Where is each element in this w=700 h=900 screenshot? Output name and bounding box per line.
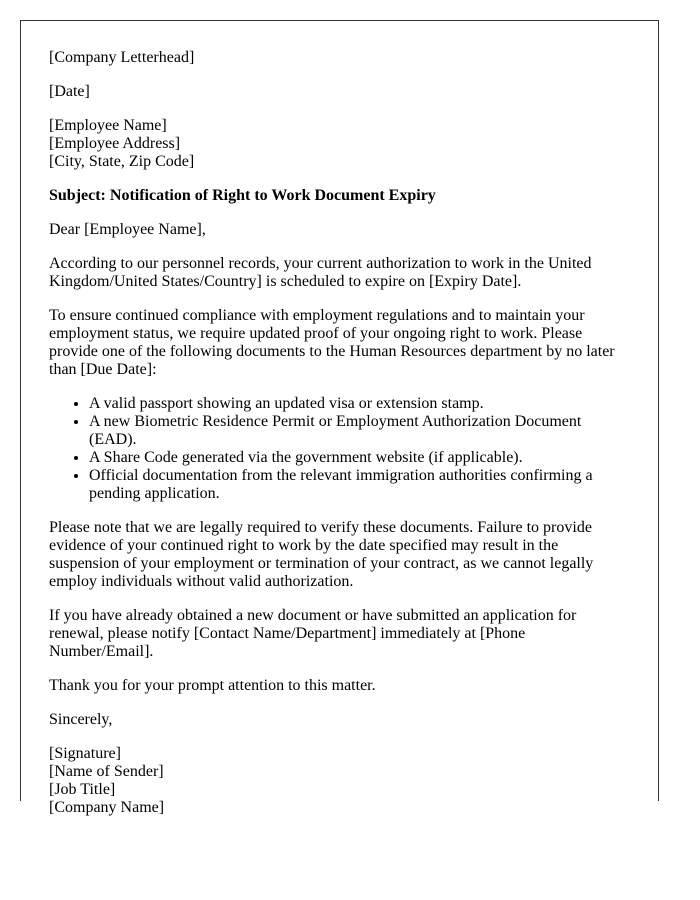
signature: [Signature] (49, 745, 121, 762)
letter-subject: Subject: Notification of Right to Work Document Expiry (49, 187, 436, 204)
thanks-paragraph: Thank you for your prompt attention to this matter. (49, 677, 376, 694)
list-item: • A new Biometric Residence Permit or Employment Authorization Document (EAD). (89, 413, 630, 449)
sender-company-name: [Company Name] (49, 799, 165, 816)
letter-date: [Date] (49, 83, 90, 100)
list-item: • A Share Code generated via the government website (if applicable). (89, 449, 630, 467)
letter-document (20, 20, 659, 816)
request-paragraph: To ensure continued compliance with employment regulations and to maintain your employment status, we require updated proof of your ongoing right to work. Please provide one of the following documents to the Human Resources department by no later than [Due Date]: (49, 307, 615, 378)
renewal-paragraph: If you have already obtained a new document or have submitted an application for renewal, please notify [Contact Name/Department] immediately at [Phone Number/Email]. (49, 607, 577, 660)
signature-block (49, 745, 630, 817)
recipient-city-state-zip: [City, State, Zip Code] (49, 153, 195, 170)
recipient-name: [Employee Name] (49, 117, 167, 134)
recipient-address: [Employee Address] (49, 135, 181, 152)
documents-list (49, 395, 630, 503)
sender-name: [Name of Sender] (49, 763, 164, 780)
sender-job-title: [Job Title] (49, 781, 116, 798)
closing: Sincerely, (49, 711, 113, 728)
recipient-block (49, 117, 630, 171)
company-letterhead: [Company Letterhead] (49, 49, 195, 66)
intro-paragraph: According to our personnel records, your current authorization to work in the United Kingdom/United States/Country] is scheduled to expire on [Expiry Date]. (49, 255, 592, 290)
list-item: • Official documentation from the relevant immigration authorities confirming a pending application. (89, 467, 630, 503)
salutation: Dear [Employee Name], (49, 221, 206, 238)
legal-paragraph: Please note that we are legally required to verify these documents. Failure to provide evidence of your continued right to work by the date specified may result in the suspension of your employment or termination of your contract, as we cannot legally employ individuals without valid authorization. (49, 519, 594, 590)
list-item: • A valid passport showing an updated visa or extension stamp. (89, 395, 630, 413)
